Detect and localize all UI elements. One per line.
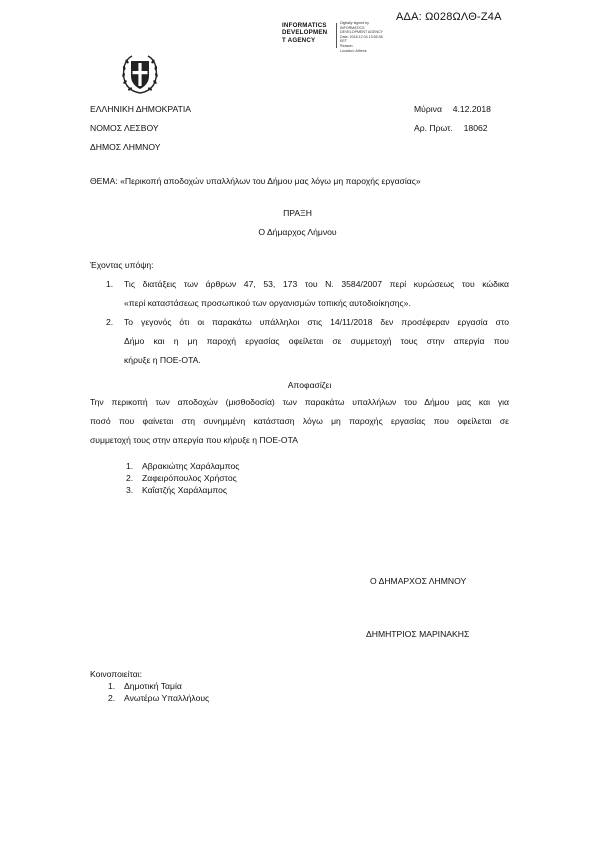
considering-label: Έχοντας υπόψη:	[90, 260, 154, 270]
list-number: 1.	[108, 681, 116, 691]
list-item	[106, 317, 509, 336]
cc-item	[108, 693, 209, 705]
employee-name: Καΐατζής Χαράλαμπος	[142, 485, 228, 495]
stamp-detail: Location: Athens	[340, 48, 367, 53]
consideration-line: Δήμο και η μη παροχή εργασίας οφείλεται σε συμμετοχή τους στην απεργία που	[124, 336, 509, 346]
date-value: 4.12.2018	[452, 104, 491, 114]
cc-item	[108, 681, 209, 693]
employee-name: Ζαφειρόπουλος Χρήστος	[142, 473, 237, 483]
act-title-text: ΠΡΑΞΗ	[283, 208, 312, 218]
greek-coat-of-arms-icon	[120, 52, 160, 96]
decision-line: Την περικοπή των αποδοχών (μισθοδοσία) των παρακάτω υπαλλήλων του Δήμου μας και για	[90, 397, 509, 407]
date-line	[414, 104, 491, 114]
cc-text: Ανωτέρω Υπαλλήλους	[124, 693, 210, 703]
decision-text	[90, 397, 509, 454]
decides-label-text: Αποφασίζει	[287, 380, 332, 390]
list-number: 3.	[126, 485, 134, 495]
list-item-continuation	[106, 336, 509, 355]
cc-label: Κοινοποιείται:	[90, 669, 143, 679]
mayor-title-text: Ο Δήμαρχος Λήμνου	[258, 227, 337, 237]
list-item-continuation	[106, 298, 509, 317]
list-number: 2.	[108, 693, 116, 703]
header-prefecture: ΝΟΜΟΣ ΛΕΣΒΟΥ	[90, 123, 159, 133]
stamp-detail: Date: 2018.12.04 13:55:38	[340, 34, 383, 39]
employees-list	[126, 461, 239, 497]
considerations-list	[106, 279, 509, 374]
ada-number: ΑΔΑ: Ω028ΩΛΘ-Ζ4Α	[396, 11, 502, 23]
stamp-line: T AGENCY	[282, 36, 316, 44]
consideration-line: «περί καταστάσεως προσωπικού των οργανισμών τοπικής αυτοδιοίκησης».	[124, 298, 411, 308]
list-number: 1.	[106, 279, 114, 289]
consideration-line: Τις διατάξεις των άρθρων 47, 53, 173 του Ν. 3584/2007 περί κυρώσεως του κώδικα	[124, 279, 509, 289]
signature-title: Ο ΔΗΜΑΡΧΟΣ ΛΗΜΝΟΥ	[370, 576, 467, 586]
protocol-line	[414, 123, 488, 133]
subject-line: ΘΕΜΑ: «Περικοπή αποδοχών υπαλλήλων του Δήμου μας λόγω μη παροχής εργασίας»	[90, 176, 421, 186]
decides-label	[0, 380, 595, 390]
signature-name: ΔΗΜΗΤΡΙΟΣ ΜΑΡΙΝΑΚΗΣ	[366, 629, 470, 639]
protocol-label: Αρ. Πρωτ.	[414, 123, 453, 133]
stamp-line: DEVELOPMEN	[282, 29, 328, 37]
list-number: 2.	[106, 317, 114, 327]
mayor-title	[0, 227, 595, 237]
header-municipality: ΔΗΜΟΣ ΛΗΜΝΟΥ	[90, 142, 161, 152]
stamp-detail: EET	[340, 39, 347, 44]
signature-stamp-details	[340, 21, 383, 53]
consideration-line: κήρυξε η ΠΟΕ-ΟΤΑ.	[124, 355, 201, 365]
date-label: Μύρινα	[414, 104, 442, 114]
protocol-value: 18062	[463, 123, 488, 133]
list-number: 1.	[126, 461, 134, 471]
cc-text: Δημοτική Ταμία	[124, 681, 182, 691]
list-number: 2.	[126, 473, 134, 483]
stamp-detail: INFORMATICS	[340, 25, 365, 30]
stamp-detail: Digitally signed by	[340, 21, 369, 25]
consideration-line: Το γεγονός ότι οι παρακάτω υπάλληλοι στις 14/11/2018 δεν προσέφεραν εργασία στο	[124, 317, 509, 327]
list-item	[106, 279, 509, 298]
stamp-divider	[336, 23, 337, 48]
signature-stamp-agency	[282, 22, 327, 44]
stamp-detail: Reason:	[340, 43, 354, 48]
decision-line: συμμετοχή τους στην απεργία που κήρυξε η ΠΟΕ-ΟΤΑ	[90, 435, 298, 445]
employee-item	[126, 485, 239, 497]
employee-name: Αβρακιώτης Χαράλαμπος	[142, 461, 240, 471]
employee-item	[126, 473, 239, 485]
header-republic: ΕΛΛΗΝΙΚΗ ΔΗΜΟΚΡΑΤΙΑ	[90, 104, 191, 114]
employee-item	[126, 461, 239, 473]
decision-line: ποσό που φαίνεται στη συνημμένη κατάσταση λόγω μη παροχής εργασίας που οφείλεται σε	[90, 416, 509, 426]
act-title	[0, 208, 595, 218]
stamp-line: INFORMATICS	[282, 22, 327, 29]
stamp-detail: DEVELOPMENT AGENCY	[340, 30, 384, 35]
list-item-continuation	[106, 355, 509, 374]
cc-list	[108, 681, 209, 705]
